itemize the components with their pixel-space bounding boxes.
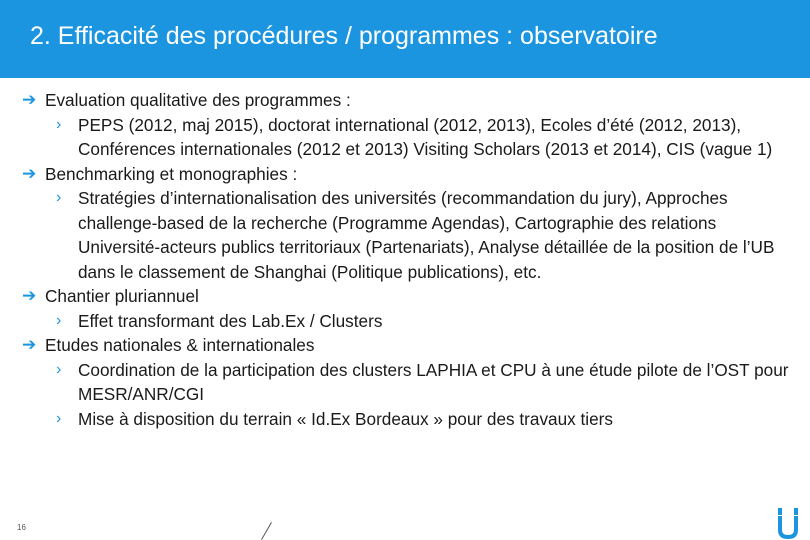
slide-title: 2. Efficacité des procédures / programmes : observatoire: [30, 22, 658, 50]
bullet-item: [0, 162, 810, 187]
sub-bullet-text: Mise à disposition du terrain « Id.Ex Bordeaux » pour des travaux tiers: [78, 408, 614, 429]
chevron-right-icon: ›: [56, 311, 62, 329]
bullet-text: Etudes nationales & internationales: [45, 335, 315, 355]
bullet-text: Chantier pluriannuel: [45, 286, 199, 306]
arrow-right-icon: ➔: [22, 335, 37, 354]
sub-bullet-item: [0, 309, 810, 334]
arrow-right-icon: ➔: [22, 163, 37, 183]
title-bar-notch: [0, 62, 20, 78]
decorative-slash: [261, 522, 272, 540]
arrow-right-icon: ➔: [22, 90, 37, 109]
sub-bullet-item: [0, 407, 810, 432]
bullet-text: Benchmarking et monographies :: [45, 163, 298, 184]
bullet-text: Evaluation qualitative des programmes :: [45, 90, 351, 110]
sub-bullet-text: PEPS (2012, maj 2015), doctorat international (2012, 2013), Ecoles d’été (2012, 2013), Conférences internationales (2012 et 2013) Visiting Scholars (2013 et 2014), CIS (vague 1): [78, 114, 773, 159]
chevron-right-icon: ›: [56, 115, 62, 133]
page-number: 16: [17, 523, 26, 532]
sub-bullet-item: [0, 186, 810, 284]
bullet-item: [0, 284, 810, 309]
chevron-right-icon: ›: [56, 360, 62, 378]
sub-bullet-text: Effet transformant des Lab.Ex / Clusters: [78, 310, 383, 331]
sub-bullet-item: [0, 358, 810, 407]
university-logo: [775, 506, 801, 540]
chevron-right-icon: ›: [56, 409, 62, 427]
bullet-item: [0, 88, 810, 113]
bullet-item: [0, 333, 810, 358]
chevron-right-icon: ›: [56, 189, 62, 206]
sub-bullet-text: Coordination de la participation des clusters LAPHIA et CPU à une étude pilote de l’OST pour MESR/ANR/CGI: [78, 359, 789, 404]
sub-bullet-item: [0, 113, 810, 162]
title-bar: [0, 0, 810, 78]
sub-bullet-text: Stratégies d’internationalisation des universités (recommandation du jury), Approches challenge-based de la recherche (Programme Agendas), Cartographie des relations Université-acteurs publics territoriaux (Partenariats), Analyse détaillée de la position de l’UB dans le classement de Shanghai (Politique publications), etc.: [78, 188, 775, 282]
arrow-right-icon: ➔: [22, 286, 37, 305]
bullet-list: [0, 88, 810, 431]
